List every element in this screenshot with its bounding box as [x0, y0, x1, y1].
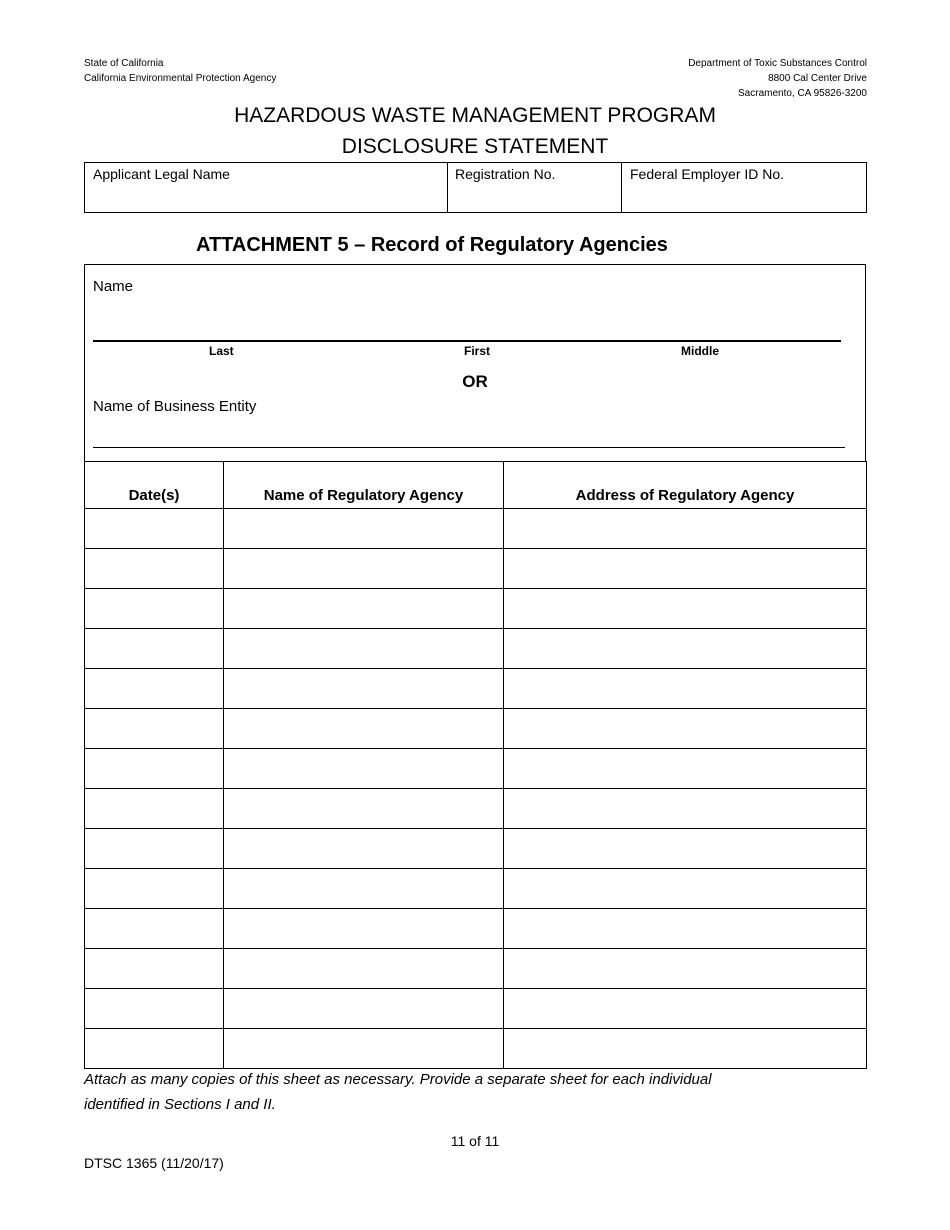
table-row [85, 669, 867, 709]
registration-no-label: Registration No. [455, 166, 556, 182]
agency-name-cell[interactable] [224, 989, 504, 1029]
agency-name-cell[interactable] [224, 909, 504, 949]
table-row [85, 869, 867, 909]
agency-address-cell[interactable] [504, 829, 867, 869]
or-label: OR [462, 372, 488, 391]
applicant-info-box [84, 162, 867, 213]
date-cell[interactable] [85, 589, 224, 629]
table-row [85, 989, 867, 1029]
regulatory-agency-table [84, 461, 867, 1069]
address-line2: Sacramento, CA 95826-3200 [738, 88, 867, 99]
date-cell[interactable] [85, 869, 224, 909]
agency-address-cell[interactable] [504, 549, 867, 589]
agency-address-cell[interactable] [504, 589, 867, 629]
date-cell[interactable] [85, 989, 224, 1029]
table-body [85, 509, 867, 1069]
table-row [85, 829, 867, 869]
agency-address-cell[interactable] [504, 709, 867, 749]
column-header-agency-address: Address of Regulatory Agency [504, 462, 867, 509]
name-line[interactable] [93, 340, 841, 342]
date-cell[interactable] [85, 829, 224, 869]
date-cell[interactable] [85, 509, 224, 549]
page-number: 11 of 11 [450, 1133, 500, 1149]
agency-name-cell[interactable] [224, 589, 504, 629]
page-subtitle: DISCLOSURE STATEMENT [341, 135, 609, 158]
agency-address-cell[interactable] [504, 629, 867, 669]
name-section [84, 264, 866, 462]
header-right [688, 56, 867, 101]
agency-address-cell[interactable] [504, 1029, 867, 1069]
agency-address-cell[interactable] [504, 789, 867, 829]
last-label: Last [209, 344, 234, 358]
agency-address-cell[interactable] [504, 749, 867, 789]
address-line1: 8800 Cal Center Drive [768, 73, 867, 84]
date-cell[interactable] [85, 709, 224, 749]
agency-name-cell[interactable] [224, 869, 504, 909]
agency-name-cell[interactable] [224, 629, 504, 669]
table-row [85, 709, 867, 749]
header-left [84, 56, 276, 86]
attachment-title: ATTACHMENT 5 – Record of Regulatory Agencies [196, 234, 668, 256]
agency-name-cell[interactable] [224, 1029, 504, 1069]
form-id: DTSC 1365 (11/20/17) [84, 1155, 224, 1171]
agency-address-cell[interactable] [504, 869, 867, 909]
fein-label: Federal Employer ID No. [630, 166, 785, 182]
table-row [85, 629, 867, 669]
table-row [85, 949, 867, 989]
agency-name-cell[interactable] [224, 669, 504, 709]
agency-address-cell[interactable] [504, 949, 867, 989]
table-row [85, 589, 867, 629]
table-row [85, 549, 867, 589]
column-header-dates: Date(s) [85, 462, 224, 509]
date-cell[interactable] [85, 549, 224, 589]
instruction-note [84, 1067, 712, 1117]
first-label: First [464, 344, 491, 358]
agency-address-cell[interactable] [504, 669, 867, 709]
table-row [85, 909, 867, 949]
date-cell[interactable] [85, 629, 224, 669]
agency-name-cell[interactable] [224, 549, 504, 589]
table-row [85, 1029, 867, 1069]
agency-address-cell[interactable] [504, 909, 867, 949]
instruction-line2: identified in Sections I and II. [84, 1096, 276, 1113]
date-cell[interactable] [85, 789, 224, 829]
business-entity-line[interactable] [93, 447, 845, 448]
table-row [85, 789, 867, 829]
agency-name-cell[interactable] [224, 709, 504, 749]
agency-name-cell[interactable] [224, 789, 504, 829]
date-cell[interactable] [85, 949, 224, 989]
table-row [85, 509, 867, 549]
agency-name-cell[interactable] [224, 829, 504, 869]
state-label: State of California [84, 58, 164, 69]
column-header-agency-name: Name of Regulatory Agency [224, 462, 504, 509]
agency-name-cell[interactable] [224, 749, 504, 789]
name-label: Name [93, 278, 134, 295]
middle-label: Middle [681, 344, 719, 358]
agency-name-cell[interactable] [224, 509, 504, 549]
business-entity-label: Name of Business Entity [93, 398, 257, 415]
date-cell[interactable] [85, 1029, 224, 1069]
agency-address-cell[interactable] [504, 989, 867, 1029]
department-label: Department of Toxic Substances Control [688, 58, 867, 69]
divider [621, 163, 622, 212]
date-cell[interactable] [85, 749, 224, 789]
agency-name-cell[interactable] [224, 949, 504, 989]
date-cell[interactable] [85, 669, 224, 709]
applicant-legal-name-label: Applicant Legal Name [93, 166, 230, 182]
divider [447, 163, 448, 212]
date-cell[interactable] [85, 909, 224, 949]
agency-label: California Environmental Protection Agency [84, 73, 277, 84]
instruction-line1: Attach as many copies of this sheet as necessary. Provide a separate sheet for each individual [84, 1071, 712, 1088]
page-title: HAZARDOUS WASTE MANAGEMENT PROGRAM [234, 104, 716, 127]
agency-address-cell[interactable] [504, 509, 867, 549]
table-row [85, 749, 867, 789]
